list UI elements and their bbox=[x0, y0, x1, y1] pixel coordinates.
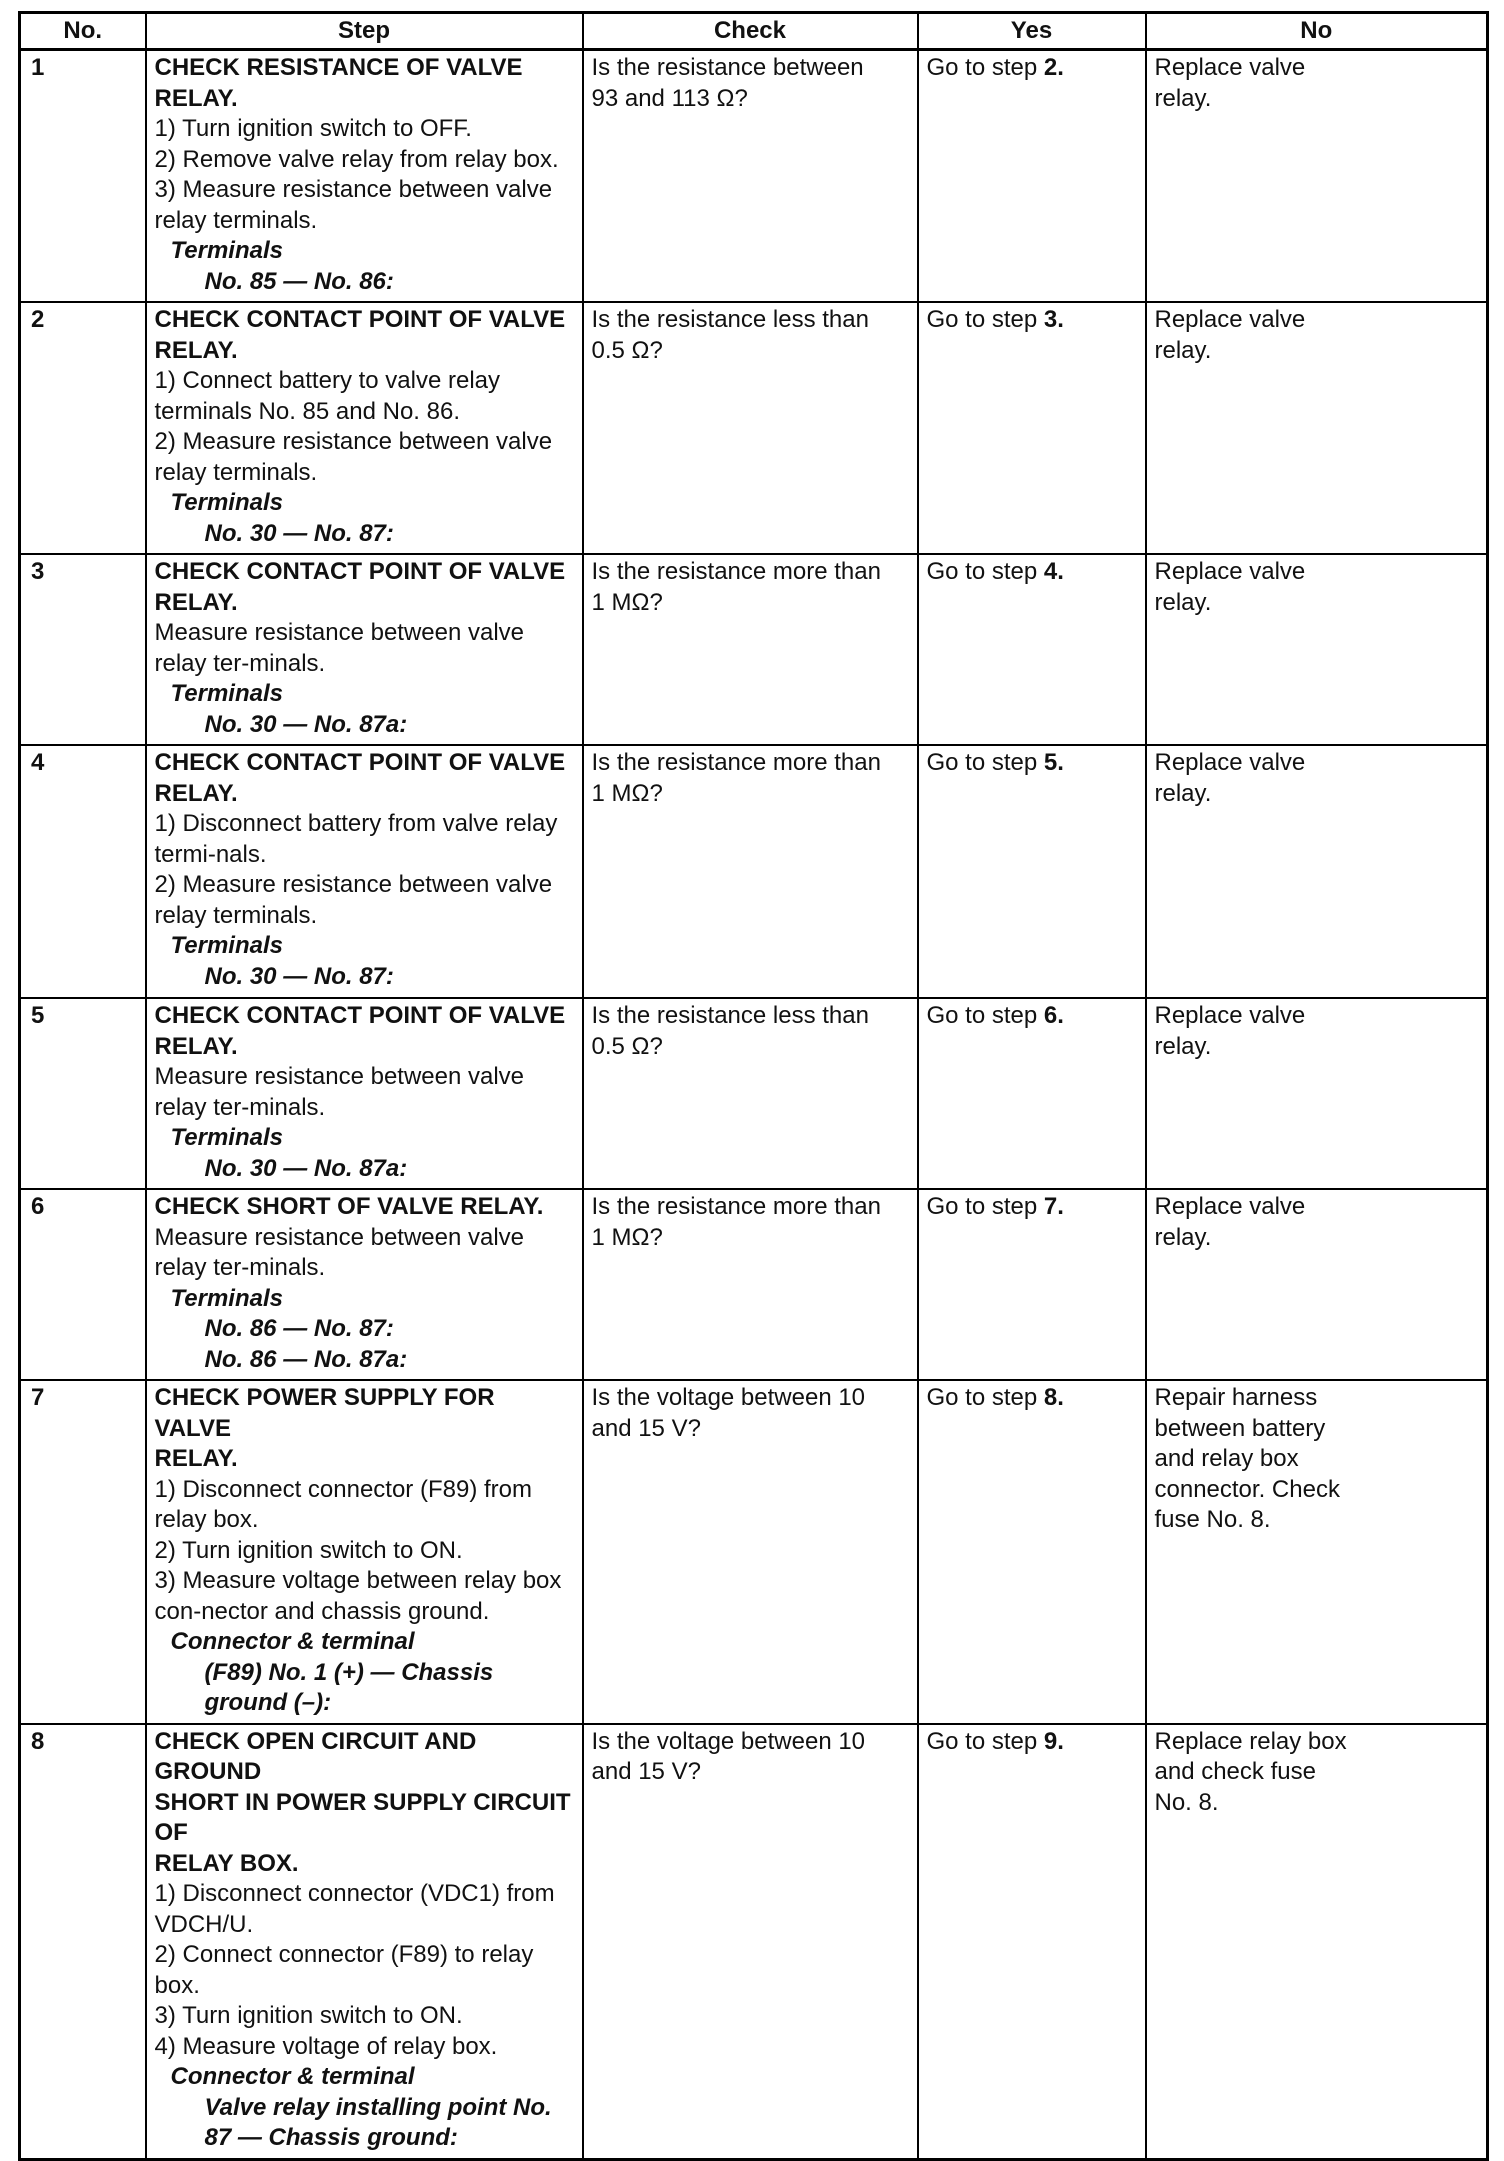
no-action: Replace valve relay. bbox=[1154, 54, 1306, 112]
no-action: Replace valve relay. bbox=[1154, 558, 1306, 616]
terminals-heading: Terminals bbox=[170, 932, 283, 959]
row-number-text: 8 bbox=[31, 1727, 45, 1755]
step-instruction: 1) Turn ignition switch to OFF. bbox=[154, 115, 472, 142]
row-number-text: 1 bbox=[31, 54, 45, 81]
step-instruction: 2) Measure resistance between valve relay terminals. bbox=[154, 871, 553, 929]
step-cell bbox=[146, 302, 583, 554]
table-row bbox=[20, 998, 1488, 1189]
no-cell bbox=[1146, 554, 1488, 745]
step-instruction: 1) Disconnect connector (F89) from relay box. bbox=[154, 1475, 532, 1533]
check-cell bbox=[583, 50, 918, 303]
no-cell bbox=[1146, 302, 1488, 554]
table-row bbox=[20, 1724, 1488, 2160]
yes-cell bbox=[918, 50, 1146, 303]
step-title: CHECK CONTACT POINT OF VALVE RELAY. bbox=[154, 306, 566, 364]
terminal-pair: No. 30 — No. 87a: bbox=[204, 1154, 408, 1182]
yes-cell bbox=[918, 1380, 1146, 1724]
row-number bbox=[20, 50, 146, 303]
check-cell bbox=[583, 554, 918, 745]
terminals-heading: Terminals bbox=[170, 1124, 283, 1151]
step-instruction: 1) Connect battery to valve relay terminals No. 85 and No. 86. bbox=[154, 367, 501, 425]
yes-step-number: 3. bbox=[1043, 306, 1064, 333]
yes-step-number: 5. bbox=[1043, 749, 1064, 776]
check-question: Is the voltage between 10 and 15 V? bbox=[591, 1727, 866, 1785]
header-yes: Yes bbox=[918, 13, 1146, 50]
step-cell bbox=[146, 50, 583, 303]
step-instruction: Measure resistance between valve relay ter-minals. bbox=[154, 1063, 525, 1121]
step-instruction: 2) Remove valve relay from relay box. bbox=[154, 145, 559, 173]
yes-step-number: 9. bbox=[1043, 1727, 1064, 1755]
row-number bbox=[20, 1380, 146, 1724]
no-action: Replace relay box and check fuse No. 8. bbox=[1154, 1727, 1347, 1816]
diagnostic-table bbox=[18, 11, 1489, 2161]
no-cell bbox=[1146, 998, 1488, 1189]
terminal-pair: No. 30 — No. 87: bbox=[204, 519, 394, 547]
yes-prefix: Go to step bbox=[926, 1384, 1044, 1411]
terminals-heading: Terminals bbox=[170, 237, 283, 264]
step-title: CHECK CONTACT POINT OF VALVE RELAY. bbox=[154, 1002, 566, 1060]
step-instruction: 3) Measure voltage between relay box con-nector and chassis ground. bbox=[154, 1567, 562, 1625]
table-row bbox=[20, 1380, 1488, 1724]
row-number-text: 7 bbox=[31, 1384, 45, 1411]
step-title: CHECK RESISTANCE OF VALVE RELAY. bbox=[154, 54, 523, 112]
yes-cell bbox=[918, 745, 1146, 998]
check-cell bbox=[583, 1380, 918, 1724]
row-number bbox=[20, 1189, 146, 1380]
check-cell bbox=[583, 1189, 918, 1380]
step-instruction: 1) Disconnect connector (VDC1) from VDCH/U. bbox=[154, 1880, 555, 1938]
yes-prefix: Go to step bbox=[926, 54, 1044, 81]
step-instruction: Measure resistance between valve relay ter-minals. bbox=[154, 1223, 525, 1281]
yes-prefix: Go to step bbox=[926, 749, 1044, 776]
check-question: Is the voltage between 10 and 15 V? bbox=[591, 1384, 866, 1442]
step-cell bbox=[146, 1189, 583, 1380]
header-no-result: No bbox=[1146, 13, 1488, 50]
terminal-pair: No. 86 — No. 87: bbox=[204, 1315, 394, 1342]
no-action: Replace valve relay. bbox=[1154, 749, 1306, 807]
check-cell bbox=[583, 745, 918, 998]
check-question: Is the resistance more than 1 MΩ? bbox=[591, 558, 881, 616]
row-number-text: 5 bbox=[31, 1002, 45, 1029]
step-instruction: 2) Measure resistance between valve relay terminals. bbox=[154, 428, 553, 486]
no-action: Repair harness between battery and relay box connector. Check fuse No. 8. bbox=[1154, 1384, 1340, 1533]
step-cell bbox=[146, 998, 583, 1189]
row-number bbox=[20, 1724, 146, 2160]
yes-step-number: 2. bbox=[1043, 54, 1064, 81]
check-question: Is the resistance between 93 and 113 Ω? bbox=[591, 54, 864, 112]
terminal-pair: (F89) No. 1 (+) — Chassis ground (–): bbox=[204, 1658, 494, 1716]
yes-prefix: Go to step bbox=[926, 1727, 1044, 1755]
yes-prefix: Go to step bbox=[926, 558, 1044, 585]
table-row bbox=[20, 302, 1488, 554]
yes-cell bbox=[918, 1724, 1146, 2160]
no-cell bbox=[1146, 1189, 1488, 1380]
row-number bbox=[20, 998, 146, 1189]
terminal-pair: No. 30 — No. 87a: bbox=[204, 710, 408, 738]
step-title: CHECK OPEN CIRCUIT AND GROUND SHORT IN POWER SUPPLY CIRCUIT OF RELAY BOX. bbox=[154, 1727, 571, 1877]
step-cell bbox=[146, 745, 583, 998]
check-cell bbox=[583, 998, 918, 1189]
terminal-pair: Valve relay installing point No. 87 — Chassis ground: bbox=[204, 2093, 552, 2151]
no-action: Replace valve relay. bbox=[1154, 306, 1306, 364]
step-title: CHECK POWER SUPPLY FOR VALVE RELAY. bbox=[154, 1384, 495, 1472]
yes-cell bbox=[918, 1189, 1146, 1380]
check-cell bbox=[583, 1724, 918, 2160]
step-instruction: 3) Measure resistance between valve relay terminals. bbox=[154, 176, 553, 234]
no-action: Replace valve relay. bbox=[1154, 1193, 1306, 1251]
no-cell bbox=[1146, 50, 1488, 303]
step-instruction: 4) Measure voltage of relay box. bbox=[154, 2032, 498, 2060]
step-title: CHECK CONTACT POINT OF VALVE RELAY. bbox=[154, 558, 566, 616]
terminals-heading: Terminals bbox=[170, 489, 283, 516]
step-instruction: 3) Turn ignition switch to ON. bbox=[154, 2002, 463, 2029]
table-row bbox=[20, 1189, 1488, 1380]
terminals-heading: Connector & terminal bbox=[170, 2063, 415, 2090]
no-cell bbox=[1146, 1380, 1488, 1724]
yes-cell bbox=[918, 302, 1146, 554]
yes-step-number: 4. bbox=[1043, 558, 1064, 585]
row-number-text: 4 bbox=[31, 749, 45, 776]
terminals-heading: Terminals bbox=[170, 1284, 283, 1312]
yes-step-number: 7. bbox=[1043, 1193, 1064, 1220]
no-action: Replace valve relay. bbox=[1154, 1002, 1306, 1060]
no-cell bbox=[1146, 745, 1488, 998]
step-instruction: 2) Connect connector (F89) to relay box. bbox=[154, 1941, 534, 1999]
terminals-heading: Connector & terminal bbox=[170, 1628, 415, 1655]
step-title: CHECK CONTACT POINT OF VALVE RELAY. bbox=[154, 749, 566, 807]
row-number bbox=[20, 745, 146, 998]
row-number bbox=[20, 302, 146, 554]
yes-prefix: Go to step bbox=[926, 1002, 1044, 1029]
header-step: Step bbox=[146, 13, 583, 50]
no-cell bbox=[1146, 1724, 1488, 2160]
yes-prefix: Go to step bbox=[926, 1193, 1044, 1220]
table-row bbox=[20, 554, 1488, 745]
row-number-text: 3 bbox=[31, 558, 45, 585]
step-title: CHECK SHORT OF VALVE RELAY. bbox=[154, 1193, 544, 1220]
terminal-pair: No. 85 — No. 86: bbox=[204, 267, 394, 295]
row-number bbox=[20, 554, 146, 745]
yes-cell bbox=[918, 554, 1146, 745]
step-instruction: Measure resistance between valve relay ter-minals. bbox=[154, 619, 525, 677]
yes-step-number: 6. bbox=[1043, 1002, 1064, 1029]
header-row bbox=[20, 13, 1488, 50]
yes-cell bbox=[918, 998, 1146, 1189]
row-number-text: 6 bbox=[31, 1193, 45, 1220]
terminals-heading: Terminals bbox=[170, 680, 283, 707]
table-row bbox=[20, 50, 1488, 303]
terminal-pair: No. 86 — No. 87a: bbox=[204, 1345, 408, 1373]
yes-step-number: 8. bbox=[1043, 1384, 1064, 1411]
header-no: No. bbox=[20, 13, 146, 50]
header-check: Check bbox=[583, 13, 918, 50]
step-instruction: 2) Turn ignition switch to ON. bbox=[154, 1536, 463, 1564]
table-row bbox=[20, 745, 1488, 998]
step-cell bbox=[146, 1380, 583, 1724]
check-question: Is the resistance less than 0.5 Ω? bbox=[591, 306, 869, 364]
step-cell bbox=[146, 554, 583, 745]
step-cell bbox=[146, 1724, 583, 2160]
table-body bbox=[20, 50, 1488, 2160]
check-question: Is the resistance less than 0.5 Ω? bbox=[591, 1002, 869, 1060]
check-question: Is the resistance more than 1 MΩ? bbox=[591, 749, 881, 807]
terminal-pair: No. 30 — No. 87: bbox=[204, 962, 394, 990]
check-cell bbox=[583, 302, 918, 554]
step-instruction: 1) Disconnect battery from valve relay termi-nals. bbox=[154, 810, 558, 868]
check-question: Is the resistance more than 1 MΩ? bbox=[591, 1193, 881, 1251]
yes-prefix: Go to step bbox=[926, 306, 1044, 333]
row-number-text: 2 bbox=[31, 306, 45, 333]
